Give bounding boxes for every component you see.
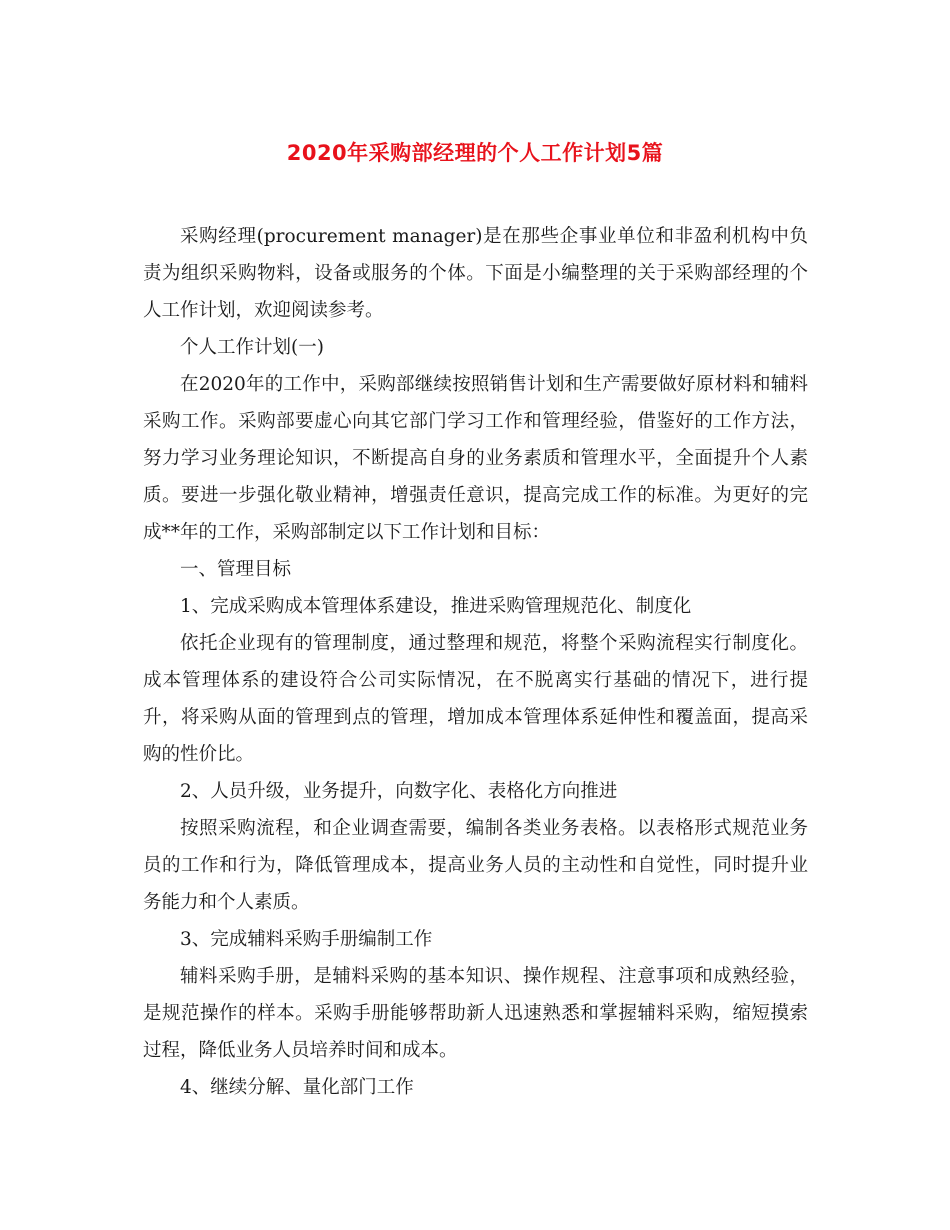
document-title: 2020年采购部经理的个人工作计划5篇 <box>286 141 664 165</box>
list-heading-4: 4、继续分解、量化部门工作 <box>180 1077 414 1098</box>
body-paragraph: 按照采购流程，和企业调查需要，编制各类业务表格。以表格形式规范业务员的工作和行为，降低管理成本，提高业务人员的主动性和自觉性，同时提升业务能力和个人素质。 <box>143 818 808 913</box>
intro-paragraph: 采购经理(procurement manager)是在那些企事业单位和非盈利机构中负责为组织采购物料，设备或服务的个体。下面是小编整理的关于采购部经理的个人工作计划，欢迎阅读参考。 <box>143 226 808 321</box>
body-paragraph: 在2020年的工作中，采购部继续按照销售计划和生产需要做好原材料和辅料采购工作。采购部要虚心向其它部门学习工作和管理经验，借鉴好的工作方法，努力学习业务理论知识，不断提高自身的业务素质和管理水平，全面提升个人素质。要进一步强化敬业精神，增强责任意识，提高完成工作的标准。为更好的完成**年的工作，采购部制定以下工作计划和目标： <box>143 374 808 543</box>
body-paragraph: 依托企业现有的管理制度，通过整理和规范，将整个采购流程实行制度化。成本管理体系的建设符合公司实际情况，在不脱离实行基础的情况下，进行提升，将采购从面的管理到点的管理，增加成本管理体系延伸性和覆盖面，提高采购的性价比。 <box>143 633 808 765</box>
list-heading-2: 2、人员升级，业务提升，向数字化、表格化方向推进 <box>180 781 618 802</box>
list-heading-3: 3、完成辅料采购手册编制工作 <box>180 929 433 950</box>
section-heading-plan-1: 个人工作计划(一) <box>180 337 324 358</box>
list-heading-1: 1、完成采购成本管理体系建设，推进采购管理规范化、制度化 <box>180 596 692 617</box>
body-paragraph: 辅料采购手册，是辅料采购的基本知识、操作规程、注意事项和成熟经验，是规范操作的样本。采购手册能够帮助新人迅速熟悉和掌握辅料采购，缩短摸索过程，降低业务人员培养时间和成本。 <box>143 966 808 1061</box>
section-heading-management-goals: 一、管理目标 <box>180 559 292 580</box>
document-body <box>143 218 808 1106</box>
